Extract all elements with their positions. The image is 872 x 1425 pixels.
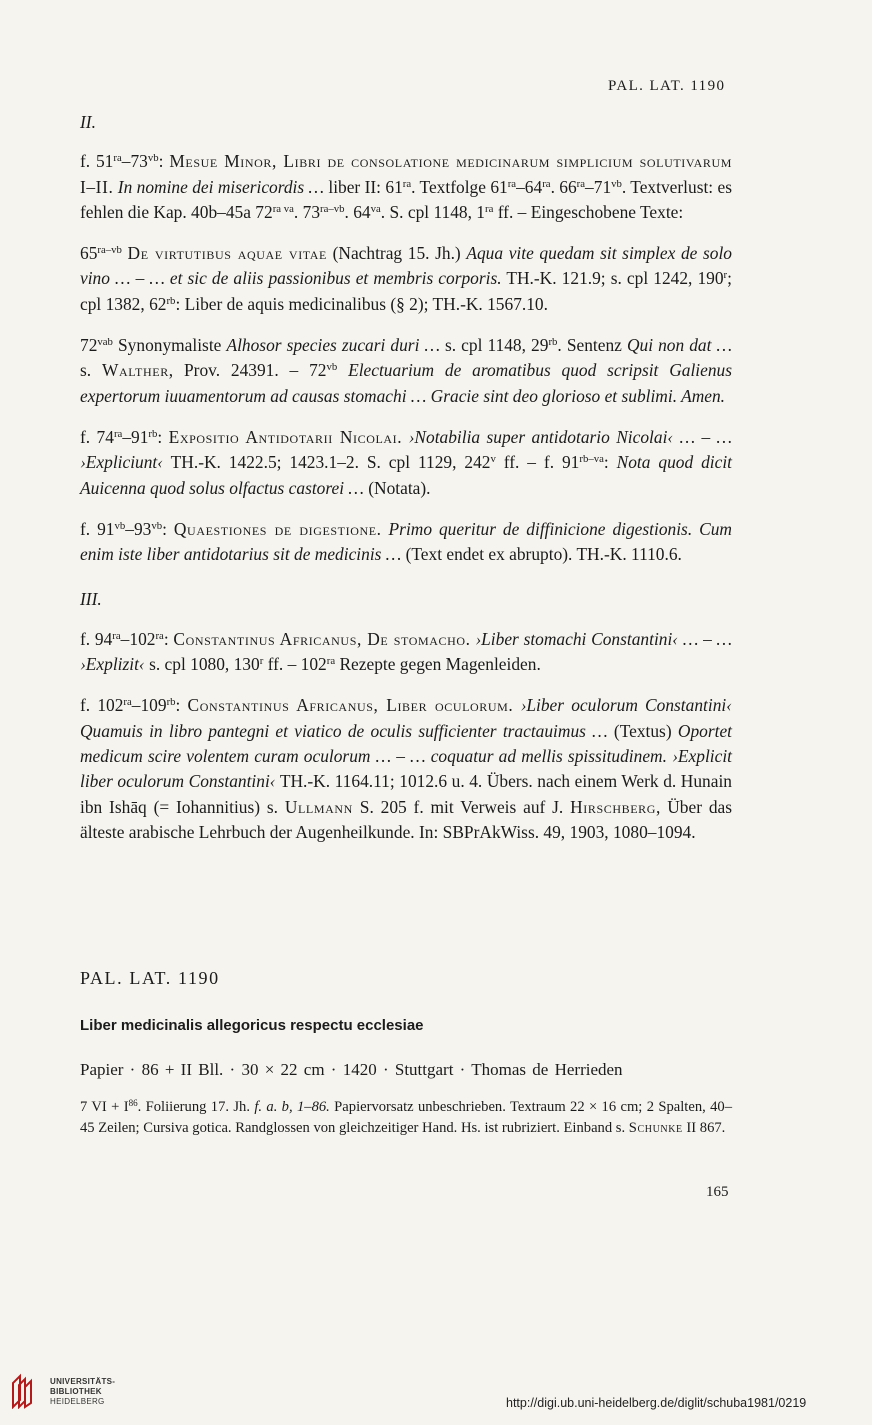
manuscript-title: Liber medicinalis allegoricus respectu ecclesiae [80,1017,424,1034]
manuscript-shelfmark: PAL. LAT. 1190 [80,968,220,988]
source-url-link[interactable]: http://digi.ub.uni-heidelberg.de/diglit/schuba1981/0219 [506,1396,807,1410]
entry-title: Constantinus Africanus, Liber oculorum. [187,695,514,716]
entry-de-stomacho: f. $94^{ra}-102^{ra}$: Constantinus Africanus, De stomacho. ›Liber stomachi Constantini‹ … – … ›Explizit‹ s. cpl 1080, 130$^r$ ff. – $102^{ra}$ Rezepte gegen Magenleiden. [80,628,732,675]
entry-title: Mesue Minor, Libri de consolatione medicinarum simplicium solutivarum I–II. [80,151,733,197]
entry-title: Constantinus Africanus, De stomacho. [173,628,471,649]
library-logo-icon [10,1373,34,1409]
section-heading-ii: II. [80,112,96,132]
page-number: 165 [706,1184,729,1200]
entry-synonymaliste: $72^{vab}$ Synonymaliste Alhosor species zucari duri … s. cpl 1148, $29^{rb}$. Sentenz Qui non dat … s. Walther, Prov. 24391. – $72^{vb}$ Electuarium de aromatibus quod scripsit Galienus expertorum iuuamentorum ad causas stomachi … Gracie sint deo glorioso et sublimi. Amen. [80,335,732,406]
entry-quaestiones: f. $91^{vb}-93^{vb}$: Quaestiones de digestione. Primo queritur de diffinicione digestionis. Cum enim iste liber antidotarius sit de medicinis … (Text endet ex abrupto). TH.-K. 1110.6. [80,518,732,565]
entry-aqua-vitae: $65^{ra-vb}$ De virtutibus aquae vitae (Nachtrag 15. Jh.) Aqua vite quedam sit simplex de solo vino … – … et sic de aliis passionibus et membris corporis. TH.-K. 121.9; s. cpl 1242, 190$^r$; cpl 1382, $62^{rb}$: Liber de aquis medicinalibus (§ 2); TH.-K. 1567.10. [80,243,732,314]
entry-liber-oculorum: f. $102^{ra}-109^{rb}$: Constantinus Africanus, Liber oculorum. ›Liber oculorum Constantini‹ Quamuis in libro pantegni et viatico de oculis sufficienter tractauimus … (Textus) Oportet medicum scire volentem curam oculorum … – … coquatur ad mellis spissitudinem. ›Explicit liber oculorum Constantini‹ TH.-K. 1164.11; 1012.6 u. 4. Übers. nach einem Werk d. Hunain ibn Ishāq (= Iohannitius) s. Ullmann S. 205 f. mit Verweis auf J. Hirschberg, Über das älteste arabische Lehrbuch der Augenheilkunde. In: SBPrAkWiss. 49, 1903, 1080–1094. [80,695,733,842]
entry-title: Expositio Antidotarii Nicolai. [168,426,403,447]
entry-title: De virtutibus aquae vitae [127,243,327,264]
library-logo-text: UNIVERSITÄTS- BIBLIOTHEK HEIDELBERG [50,1377,116,1406]
section-heading-iii: III. [80,589,102,610]
manuscript-description: 7 VI + $I^{86}$. Foliierung 17. Jh. f. a. b, 1–86. Papiervorsatz unbeschrieben. Textraum 22 × 16 cm; 2 Spalten, 40–45 Zeilen; Cursiva gotica. Randglossen von gleichzeitiger Hand. Hs. ist rubriziert. Einband s. Schunke II 867. [80,1098,733,1136]
entry-title: Quaestiones de digestione. [173,518,382,539]
manuscript-meta-line: Papier · 86 + II Bll. · 30 × 22 cm · 1420 · Stuttgart · Thomas de Herrieden [80,1060,623,1079]
body-text-top [80,110,732,845]
entry-expositio: f. $74^{ra}-91^{rb}$: Expositio Antidotarii Nicolai. ›Notabilia super antidotario Nicolai‹ … – … ›Expliciunt‹ TH.-K. 1422.5; 1423.1–2. S. cpl 1129, 242$^v$ ff. – f. $91^{rb-va}$: Nota quod dicit Auicenna quod solus olfactus castorei … (Notata). [80,426,732,498]
running-head: PAL. LAT. 1190 [608,78,726,94]
entry-mesue: f. $51^{ra}-73^{vb}$: Mesue Minor, Libri de consolatione medicinarum simplicium solutivarum I–II. In nomine dei misericordis … liber II: $61^{ra}$. Textfolge $61^{ra}-64^{ra}$. $66^{ra}-71^{vb}$. Textverlust: es fehlen die Kap. 40b–45a $72^{ra va}$. $73^{ra-vb}$. $64^{va}$. S. cpl 1148, $1^{ra}$ ff. – Eingeschobene Texte: [80,151,733,222]
